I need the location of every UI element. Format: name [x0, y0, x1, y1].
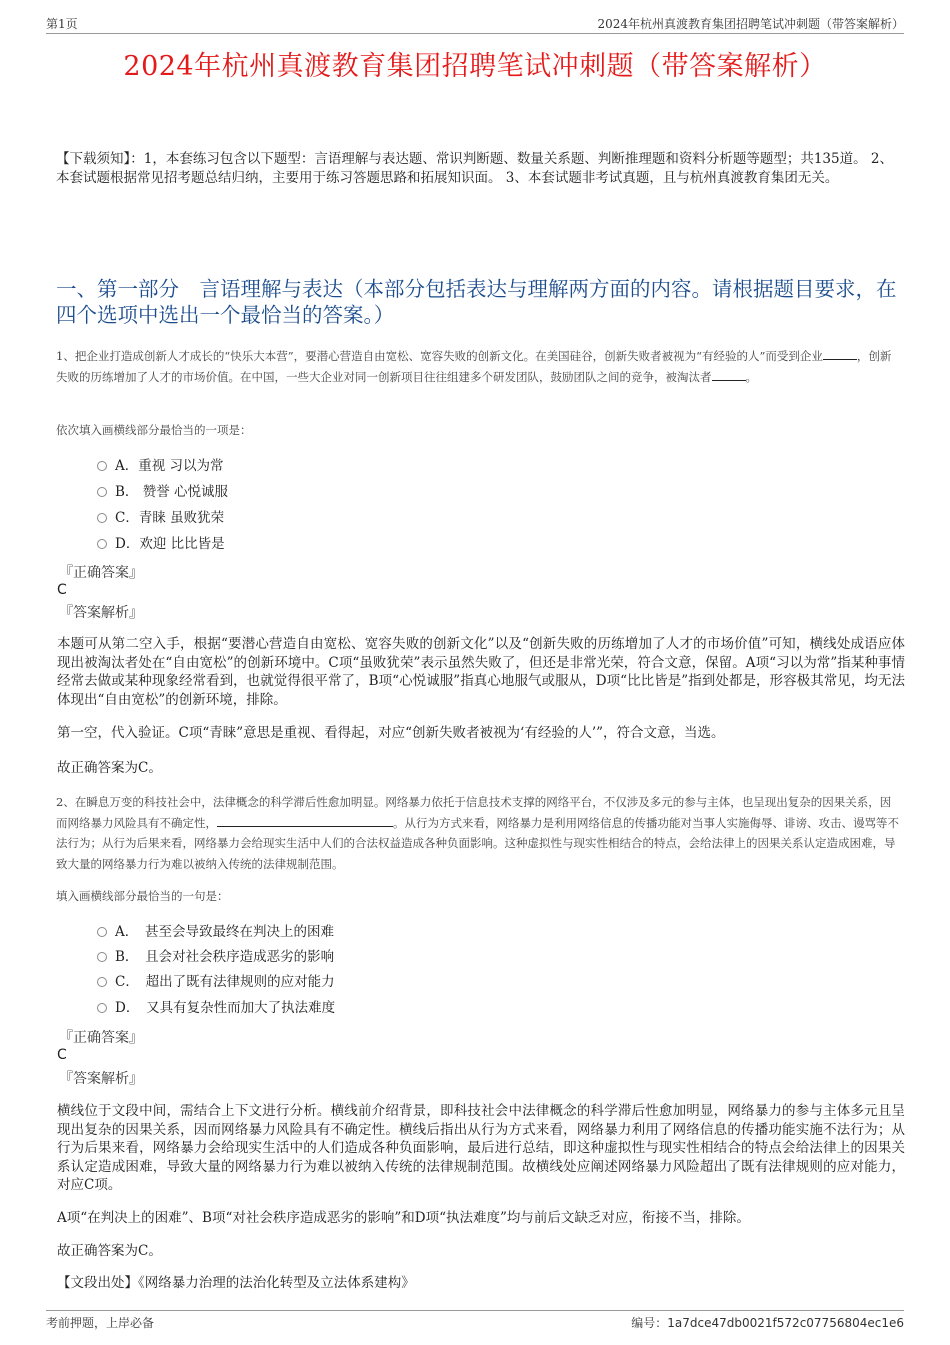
- radio-icon[interactable]: [97, 487, 107, 497]
- footer-divider: [46, 1310, 904, 1311]
- header-divider: [46, 33, 904, 34]
- q2-source: 【文段出处】《网络暴力治理的法治化转型及立法体系建构》: [57, 1275, 415, 1291]
- question-1-text: 1、把企业打造成创新人才成长的“快乐大本营”，要潜心营造自由宽松、宽容失败的创新文化。在美国硅谷，创新失败者被视为“有经验的人”而受到企业 ，创新失败的历练增加了人才的市场价值。在中国，一些大企业对同一创新项目往往组建多个研发团队，鼓励团队之间的竞争，被淘汰者 。: [56, 349, 892, 384]
- q2-analysis-para-2: A项“在判决上的困难”、B项“对社会秩序造成恶劣的影响”和D项“执法难度”均与前后文缺乏对应，衔接不当，排除。: [57, 1210, 750, 1226]
- radio-icon[interactable]: [97, 1003, 107, 1013]
- page-number: 第1页: [46, 17, 78, 31]
- blank-3: [217, 814, 393, 827]
- download-notice: 【下载须知】：1，本套练习包含以下题型：言语理解与表达题、常识判断题、数量关系题、判断推理题和资料分析题等题型；共135道。 2、本套试题根据常见招考题总结归纳，主要用于练习答题思路和拓展知识面。 3、本套试题非考试真题，且与杭州真渡教育集团无关。: [56, 151, 893, 186]
- radio-icon[interactable]: [97, 539, 107, 549]
- question-2-text: 2、在瞬息万变的科技社会中，法律概念的科学滞后性愈加明显。网络暴力依托于信息技术支撑的网络平台，不仅涉及多元的参与主体，也呈现出复杂的因果关系，因而网络暴力风险具有不确定性， 。从行为方式来看，网络暴力是利用网络信息的传播功能对当事人实施侮辱、诽谤、攻击、谩骂等不法行为；从行为后果来看，网络暴力会给现实生活中人们的合法权益造成各种负面影响。这种虚拟性与现实性相结合的特点，会给法律上的因果关系认定造成困难，导致大量的网络暴力行为难以被纳入传统的法律规制范围。: [56, 795, 899, 871]
- q2-option-d[interactable]: D． 又具有复杂性而加大了执法难度: [97, 998, 335, 1018]
- question-2-prompt: 填入画横线部分最恰当的一句是：: [56, 889, 229, 903]
- q1-correct-label: 『正确答案』: [59, 565, 143, 581]
- q2-analysis-label: 『答案解析』: [59, 1071, 143, 1087]
- radio-icon[interactable]: [97, 461, 107, 471]
- blank-2: [712, 368, 746, 381]
- q1-answer: C: [57, 582, 67, 598]
- q1-option-b[interactable]: B． 赞誉 心悦诚服: [97, 482, 228, 502]
- q1-analysis-para-3: 故正确答案为C。: [57, 760, 162, 776]
- radio-icon[interactable]: [97, 927, 107, 937]
- radio-icon[interactable]: [97, 513, 107, 523]
- q1-analysis-label: 『答案解析』: [59, 605, 143, 621]
- q2-option-c[interactable]: C． 超出了既有法律规则的应对能力: [97, 972, 335, 992]
- header-doc-title: 2024年杭州真渡教育集团招聘笔试冲刺题（带答案解析）: [597, 17, 904, 31]
- q1-analysis-para-2: 第一空，代入验证。C项“青睐”意思是重视、看得起，对应“创新失败者被视为‘有经验的人’”，符合文意，当选。: [57, 725, 725, 741]
- q2-option-a[interactable]: A． 甚至会导致最终在判决上的困难: [97, 922, 334, 942]
- q2-answer: C: [57, 1047, 67, 1063]
- radio-icon[interactable]: [97, 952, 107, 962]
- q1-option-a[interactable]: A．重视 习以为常: [97, 456, 224, 476]
- section-heading: 一、第一部分 言语理解与表达（本部分包括表达与理解两方面的内容。请根据题目要求，在四个选项中选出一个最恰当的答案。）: [56, 277, 897, 327]
- footer-code: 编号：1a7dce47db0021f572c07756804ec1e6: [631, 1316, 904, 1330]
- page-title: 2024年杭州真渡教育集团招聘笔试冲刺题（带答案解析）: [123, 51, 827, 82]
- q1-analysis-para-1: 本题可从第二空入手，根据“要潜心营造自由宽松、宽容失败的创新文化”以及“创新失败的历练增加了人才的市场价值”可知，横线处成语应体现出被淘汰者处在“自由宽松”的创新环境中。C项“虽败犹荣”表示虽然失败了，但还是非常光荣，符合文意，保留。A项“习以为常”指某种事情经常去做或某种现象经常看到，也就觉得很平常了，B项“心悦诚服”指真心地服气或服从，D项“比比皆是”指到处都是，形容极其常见，均无法体现出“自由宽松”的创新环境，排除。: [57, 636, 905, 708]
- radio-icon[interactable]: [97, 977, 107, 987]
- footer-slogan: 考前押题，上岸必备: [46, 1316, 155, 1330]
- q2-analysis-para-3: 故正确答案为C。: [57, 1243, 162, 1259]
- q1-option-d[interactable]: D．欢迎 比比皆是: [97, 534, 225, 554]
- q2-correct-label: 『正确答案』: [59, 1030, 143, 1046]
- q2-analysis-para-1: 横线位于文段中间，需结合上下文进行分析。横线前介绍背景，即科技社会中法律概念的科学滞后性愈加明显，网络暴力的参与主体多元且呈现出复杂的因果关系，因而网络暴力风险具有不确定性。横线后指出从行为方式来看，网络暴力利用了网络信息的传播功能实施不法行为；从行为后果来看，网络暴力会给现实生活中的人们造成各种负面影响，最后进行总结，即这种虚拟性与现实性相结合的特点会给法律上的因果关系认定造成困难，导致大量的网络暴力行为难以被纳入传统的法律规制范围。故横线处应阐述网络暴力风险超出了既有法律规则的应对能力，对应C项。: [57, 1103, 905, 1193]
- question-1-prompt: 依次填入画横线部分最恰当的一项是：: [56, 423, 252, 437]
- q1-option-c[interactable]: C．青睐 虽败犹荣: [97, 508, 224, 528]
- q2-option-b[interactable]: B． 且会对社会秩序造成恶劣的影响: [97, 947, 334, 967]
- blank-1: [823, 347, 857, 360]
